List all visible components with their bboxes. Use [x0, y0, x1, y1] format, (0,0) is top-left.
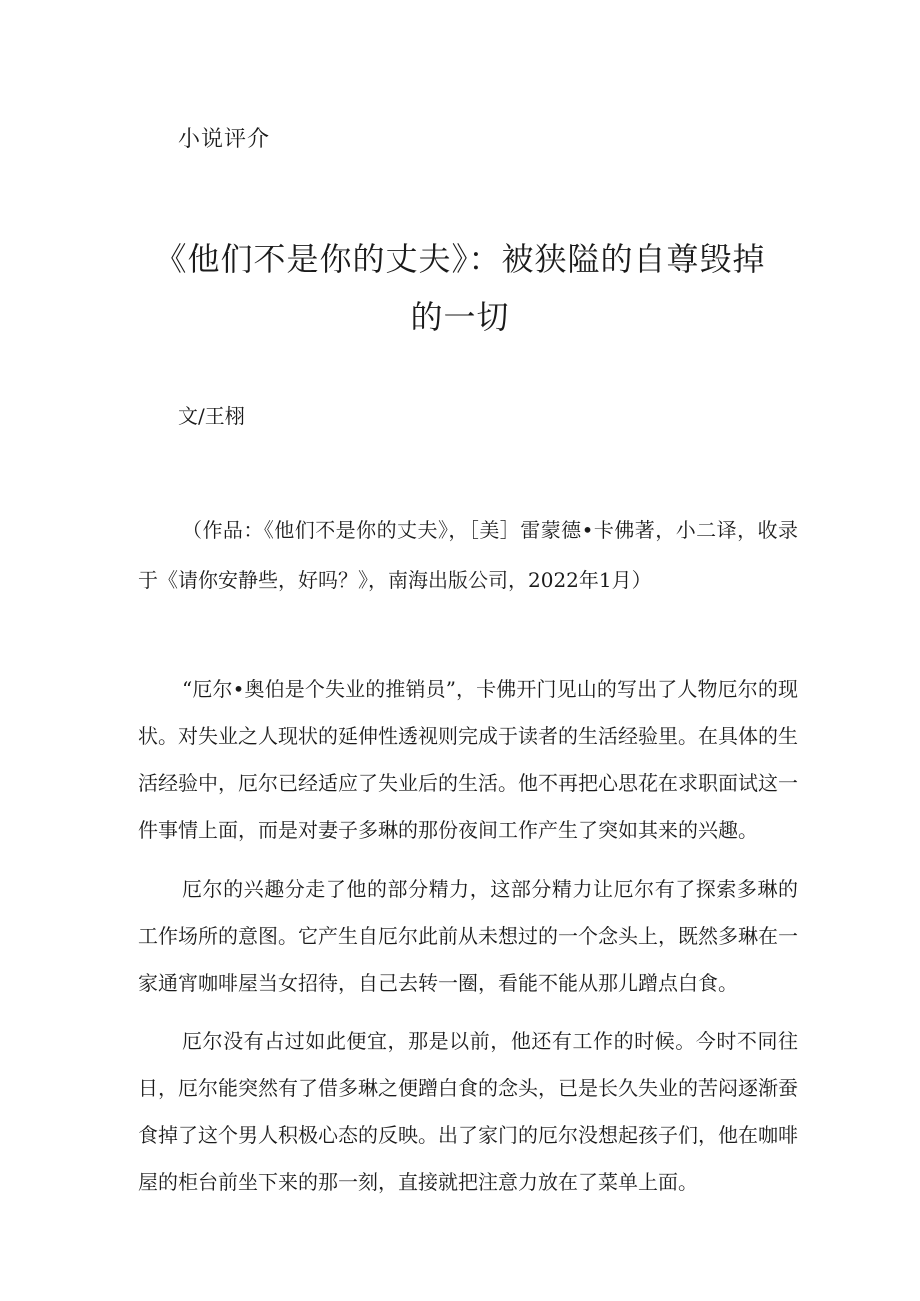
- section-label: 小说评介: [178, 127, 271, 152]
- title-line-2: 的一切: [410, 298, 510, 336]
- paragraph-2: 厄尔的兴趣分走了他的部分精力，这部分精力让厄尔有了探索多琳的工作场所的意图。它产生自厄尔此前从未想过的一个念头上，既然多琳在一家通宵咖啡屋当女招待，自己去转一圈，看能不能从那儿蹭点白食。: [138, 877, 798, 995]
- paragraph-3: 厄尔没有占过如此便宜，那是以前，他还有工作的时候。今时不同往日，厄尔能突然有了借多琳之便蹭白食的念头，已是长久失业的苦闷逐渐蚕食掉了这个男人积极心态的反映。出了家门的厄尔没想起孩子们，他在咖啡屋的柜台前坐下来的那一刻，直接就把注意力放在了菜单上面。: [138, 1029, 798, 1194]
- author-byline: 文/王栩: [178, 404, 245, 428]
- article-title: [130, 230, 790, 346]
- paragraph-1: “厄尔•奥伯是个失业的推销员”，卡佛开门见山的写出了人物厄尔的现状。对失业之人现状的延伸性透视则完成于读者的生活经验里。在具体的生活经验中，厄尔已经适应了失业后的生活。他不再把心思花在求职面试这一件事情上面，而是对妻子多琳的那份夜间工作产生了突如其来的兴趣。: [138, 677, 798, 842]
- title-line-1: 《他们不是你的丈夫》：被狭隘的自尊毁掉: [154, 240, 766, 278]
- work-info: （作品：《他们不是你的丈夫》，［美］雷蒙德•卡佛著，小二译，收录于《请你安静些，好吗？》，南海出版公司，2022年1月）: [138, 518, 798, 592]
